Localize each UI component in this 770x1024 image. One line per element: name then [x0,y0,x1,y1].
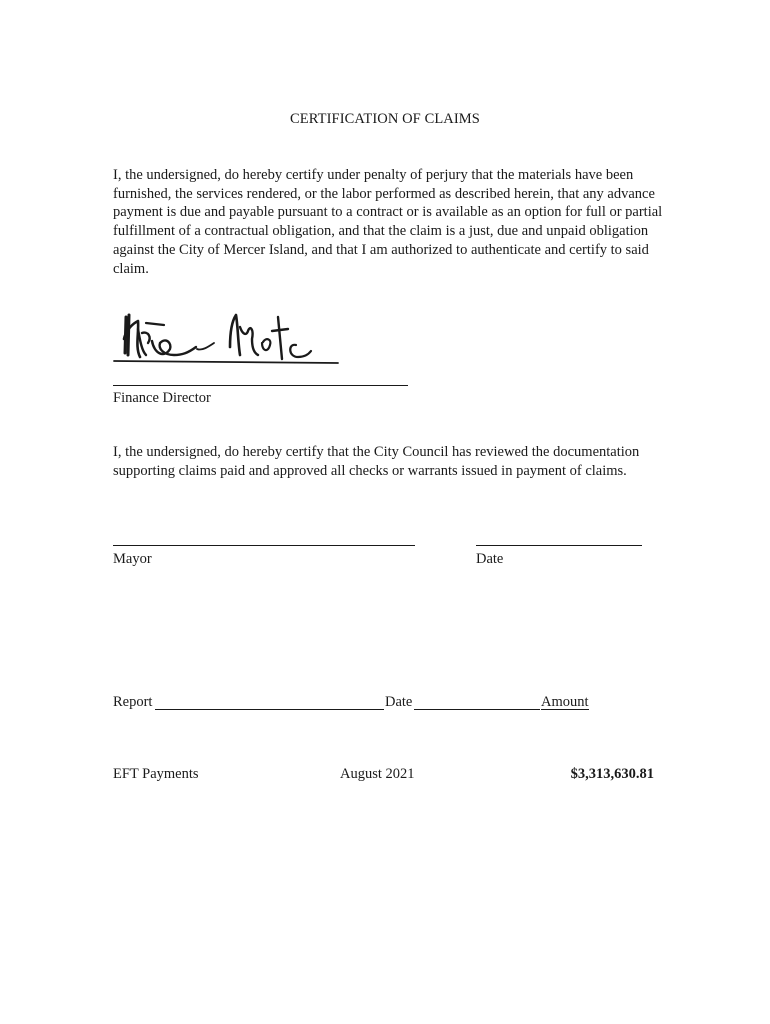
amount-header-underline [541,709,589,710]
report-column-header: Report [113,694,153,710]
table-row-amount: $3,313,630.81 [570,766,654,782]
finance-director-signature [112,303,342,373]
council-paragraph: I, the undersigned, do hereby certify that the City Council has reviewed the documentation supporting claims paid and approved all checks or warrants issued in payment of claims. [113,444,640,479]
table-row-report: EFT Payments [113,766,199,782]
amount-column-header: Amount [541,694,589,710]
date-signature-line [476,545,642,546]
table-row-date: August 2021 [340,766,415,782]
finance-director-signature-line [113,385,408,386]
mayor-signature-line [113,545,415,546]
certification-paragraph: I, the undersigned, do hereby certify under penalty of perjury that the materials have been furnished, the services rendered, or the labor performed as described herein, that any advance payment is due and payable pursuant to a contract or is available as an option for full or partial fulfillment of a contractual obligation, and that the claim is a just, due and unpaid obligation against the City of Mercer Island, and that I am authorized to authenticate and certify to said claim. [113,167,663,277]
date-label: Date [476,551,504,567]
report-header-underline [155,709,384,710]
finance-director-label: Finance Director [113,390,211,406]
mayor-label: Mayor [113,551,152,567]
document-title: CERTIFICATION OF CLAIMS [290,111,480,127]
date-column-header: Date [385,694,413,710]
date-header-underline [414,709,540,710]
